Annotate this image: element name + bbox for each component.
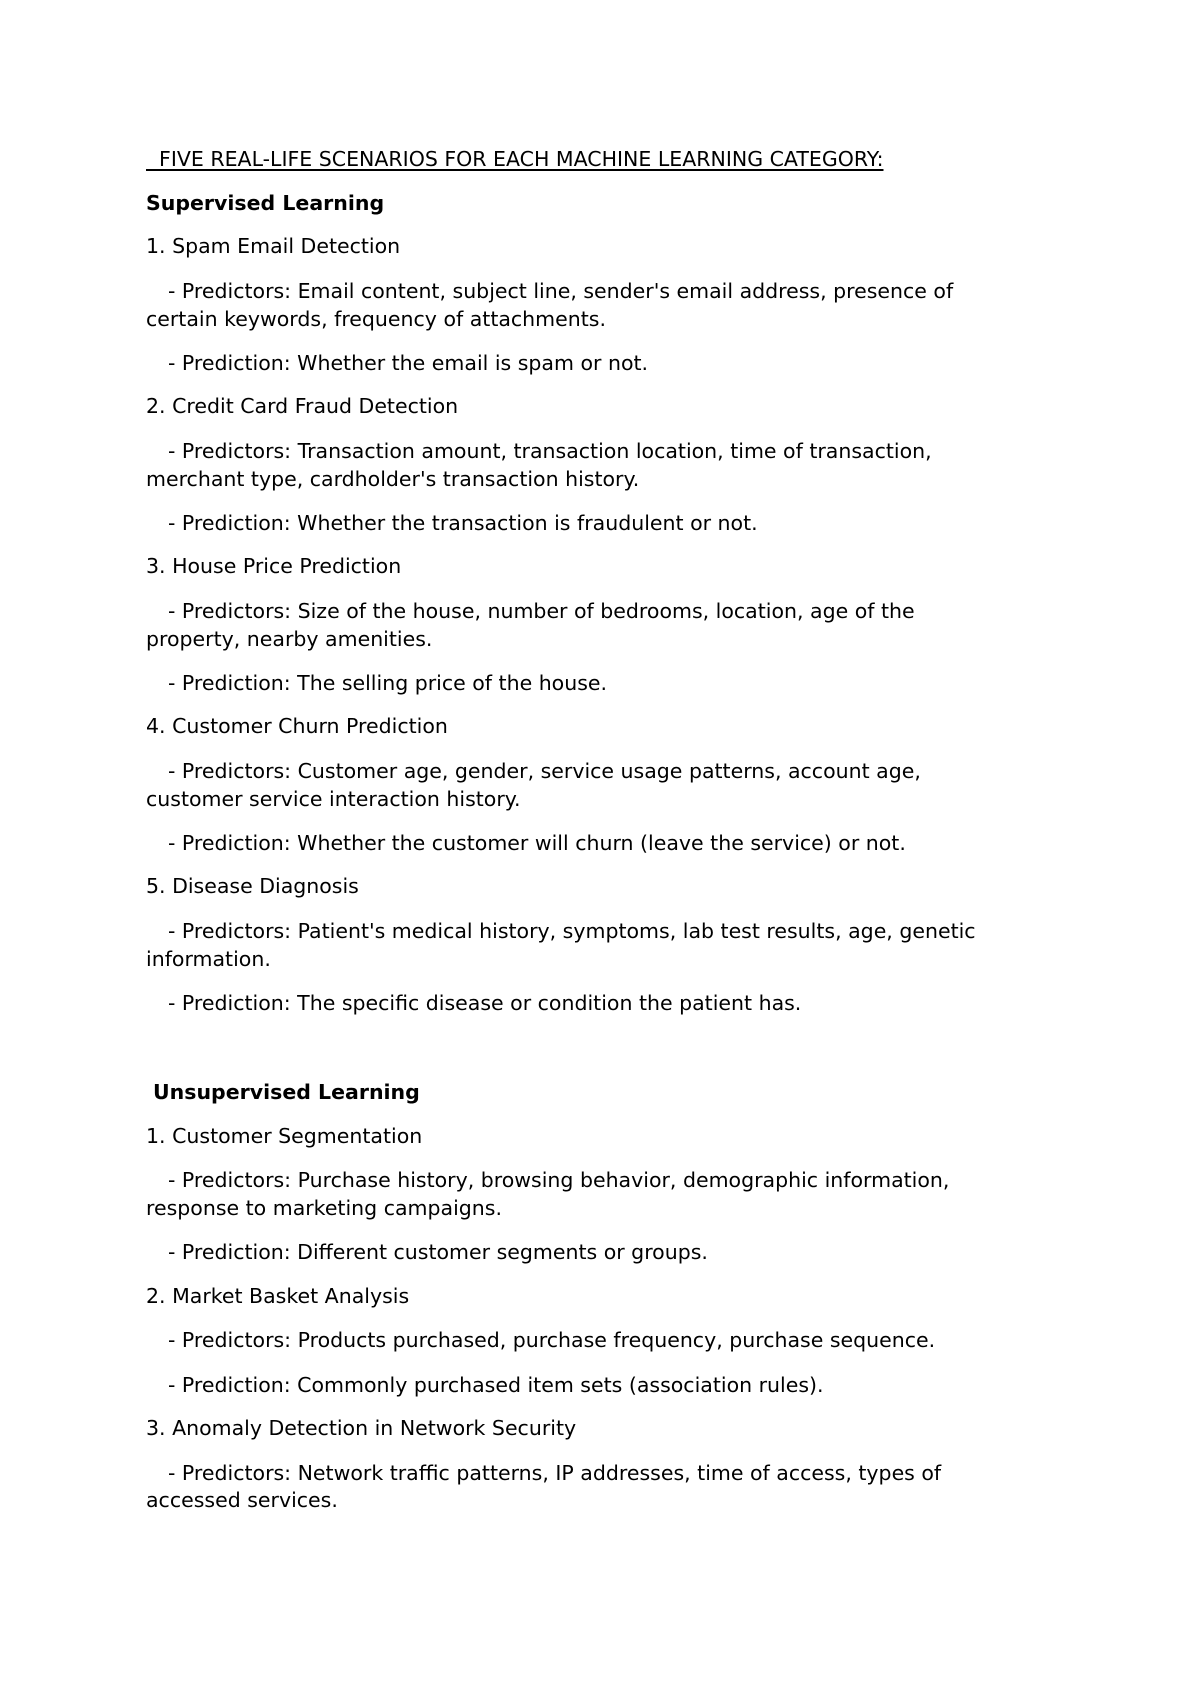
predictors-text-cont: response to marketing campaigns. xyxy=(146,1196,502,1220)
predictors-text: - Predictors: Products purchased, purchase frequency, purchase sequence. xyxy=(168,1328,936,1352)
prediction-text: - Prediction: Whether the customer will churn (leave the service) or not. xyxy=(168,831,906,855)
predictors-text: - Predictors: Customer age, gender, service usage patterns, account age, xyxy=(168,759,921,783)
prediction-text: - Prediction: Whether the transaction is fraudulent or not. xyxy=(168,511,758,535)
prediction-text: - Prediction: Different customer segments or groups. xyxy=(168,1240,708,1264)
predictors-text: - Predictors: Patient's medical history, symptoms, lab test results, age, genetic xyxy=(168,919,976,943)
predictors-text-cont: merchant type, cardholder's transaction history. xyxy=(146,467,640,491)
predictors-text: - Predictors: Size of the house, number of bedrooms, location, age of the xyxy=(168,599,915,623)
list-item-title: 3. House Price Prediction xyxy=(146,554,402,578)
predictors-text: - Predictors: Transaction amount, transaction location, time of transaction, xyxy=(168,439,932,463)
list-item-title: 2. Credit Card Fraud Detection xyxy=(146,394,459,418)
predictors-text: - Predictors: Purchase history, browsing behavior, demographic information, xyxy=(168,1168,950,1192)
document-title: FIVE REAL-LIFE SCENARIOS FOR EACH MACHINE LEARNING CATEGORY: xyxy=(146,147,884,171)
predictors-text-cont: property, nearby amenities. xyxy=(146,627,433,651)
list-item-title: 3. Anomaly Detection in Network Security xyxy=(146,1416,577,1440)
list-item-title: 5. Disease Diagnosis xyxy=(146,874,359,898)
prediction-text: - Prediction: Whether the email is spam or not. xyxy=(168,351,649,375)
prediction-text: - Prediction: The selling price of the house. xyxy=(168,671,608,695)
list-item-title: 1. Customer Segmentation xyxy=(146,1124,423,1148)
section-heading-supervised: Supervised Learning xyxy=(146,191,385,215)
predictors-text-cont: certain keywords, frequency of attachments. xyxy=(146,307,606,331)
predictors-text-cont: information. xyxy=(146,947,271,971)
prediction-text: - Prediction: The specific disease or condition the patient has. xyxy=(168,991,802,1015)
list-item-title: 4. Customer Churn Prediction xyxy=(146,714,448,738)
prediction-text: - Prediction: Commonly purchased item sets (association rules). xyxy=(168,1373,824,1397)
list-item-title: 1. Spam Email Detection xyxy=(146,234,401,258)
predictors-text: - Predictors: Network traffic patterns, IP addresses, time of access, types of xyxy=(168,1461,942,1485)
section-heading-unsupervised: Unsupervised Learning xyxy=(153,1080,420,1104)
predictors-text: - Predictors: Email content, subject line, sender's email address, presence of xyxy=(168,279,954,303)
predictors-text-cont: customer service interaction history. xyxy=(146,787,521,811)
predictors-text-cont: accessed services. xyxy=(146,1488,338,1512)
list-item-title: 2. Market Basket Analysis xyxy=(146,1284,410,1308)
